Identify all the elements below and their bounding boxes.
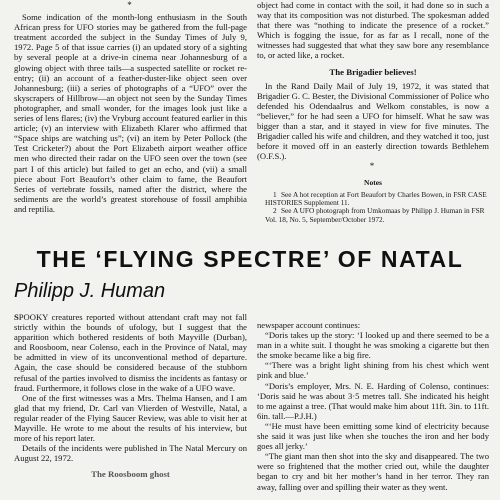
note-text: See A UFO photograph from Umkomaas by Philipp J. Human in FSR Vol. 18, No. 5, September/October 1972. <box>265 206 485 224</box>
right-column-bottom <box>257 320 489 492</box>
article-title: THE ‘FLYING SPECTRE’ OF NATAL <box>36 246 464 272</box>
subheading-brigadier: The Brigadier believes! <box>329 66 417 77</box>
paragraph-details-published: Details of the incidents were published in The Natal Mercury on August 22, 1972. <box>14 443 247 464</box>
left-column-top <box>14 0 247 214</box>
article-author: Philipp J. Human <box>14 280 166 302</box>
subheading-roosboom-ghost: The Roosboom ghost <box>91 469 170 480</box>
paragraph-doris-story: “Doris takes up the story: ‘I looked up and there seemed to be a man in a white suit. I thought he was smoking a cigarette but then the smoke became like a big fire. <box>257 330 489 361</box>
right-column-top <box>257 0 489 224</box>
note-2 <box>257 207 489 224</box>
paragraph-bright-light: “‘There was a bright light shining from his chest which went pink and blue.’ <box>257 360 489 381</box>
paragraph-account-continues: newspaper account continues: <box>257 320 361 330</box>
notes-heading: Notes <box>364 177 382 187</box>
paragraph-brigadier: In the Rand Daily Mail of July 19, 1972, it was stated that Brigadier G. C. Bester, the Divisional Commissioner of Police who defended his Odendaalrus and Welkom constables, is now a “believer,” for he had seen a UFO for himself. What he saw was bigger than a star, and it stayed in view for five minutes. The Brigadier called his wife and children, and they watched it too, just before it moved off in an easterly direction towards Bethlehem (O.F.S.). <box>257 80 489 162</box>
note-1 <box>257 191 489 208</box>
paragraph-employer: “Doris’s employer, Mrs. N. E. Harding of Colenso, continues: ‘Doris said he was about 3·5 metres tall. She indicated his height to me against a tree. (That would make him about 11ft. 3in. to 11ft. 6in. tall.—P.J.H.) <box>257 380 489 421</box>
paragraph-rocket-spokesman: object had come in contact with the soil, it had done so in such a way that its composition was not disturbed. The spokesman added that there was “nothing to indicate the presence of a rocket.” Which is fogging the issue, for as far as I recall, none of the witnesses had suggested that what they saw bore any resemblance to, or acted like, a rocket. <box>257 0 489 61</box>
note-number: 1 <box>273 189 277 199</box>
paragraph-press-enthusiasm: Some indication of the month-long enthusiasm in the South African press for UFO stories may be gathered from the full-page treatment accorded the subject in the Sunday Times of July 9, 1972. Page 5 of that issue carries (i) an updated story of a sighting by several people at a drive-in cinema near Johannesburg of a glowing object with three tails—a suspected satellite or rocket re-entry; (ii) an account of a feather-duster-like object seen over Johannesburg; (iii) a series of photographs of a “UFO” over the skyscrapers of Hillbrow—an object not seen by the Sunday Times photographer, and small wonder, for the images look just like a series of lens flares; (iv) the Vryburg account featured earlier in this article; (v) an interview with Elizabeth Klarer who affirmed that “Space ships are watching us”; (vi) an item by Peter Pollock (the Test Cricketer?) about the Port Elizabeth airport weather office men who directed their radar on the UFO seen over the town (see part I of this article) but failed to get an echo, and (vii) a small piece about Fort Beaufort’s other claim to fame, the Beaufort Series of vertebrate fossils, named after the district, where the sediments are the world’s greatest storehouse of fossil amphibia and reptilia. <box>14 12 247 214</box>
section-separator-star: * <box>127 0 134 10</box>
paragraph-electricity: “‘He must have been emitting some kind of electricity because she said it was just like when she touches the iron and her body goes all jerky.’ <box>257 420 489 452</box>
paragraph-giant-man: “The giant man then shot into the sky and disappeared. The two were so frightened that the mother cried out, while the daughter began to cry and bit her mother’s hand in her terror. They ran away, falling over and spilling their water as they went. <box>257 451 489 492</box>
paragraph-first-witness: One of the first witnesses was a Mrs. Thelma Hansen, and I am glad that my friend, Dr. Carl van Vlierden of Westville, Natal, a regular reader of the Flying Saucer Review, was able to visit her at Mayville. He wrote to me about the results of his interview, but more of his report later. <box>14 392 247 444</box>
paragraph-spooky-creatures: SPOOKY creatures reported without attendant craft may not fall strictly within the bounds of ufology, but I suggest that the apparition which bothered residents of both Mayville (Durban), and Roosboom, near Colenso, each in the Province of Natal, may be admitted in view of its unconventional method of departure. Again, the case should be considered because of the stubborn refusal of the parties involved to dismiss the incidents as fantasy or fraud. Furthermore, it follows close in the wake of a UFO wave. <box>14 312 247 393</box>
note-text: See A hot reception at Fort Beaufort by Charles Bowen, in FSR CASE HISTORIES Supplement 11. <box>265 189 487 207</box>
section-separator-star: * <box>369 161 377 172</box>
left-column-bottom <box>14 312 247 484</box>
note-number: 2 <box>273 206 277 216</box>
